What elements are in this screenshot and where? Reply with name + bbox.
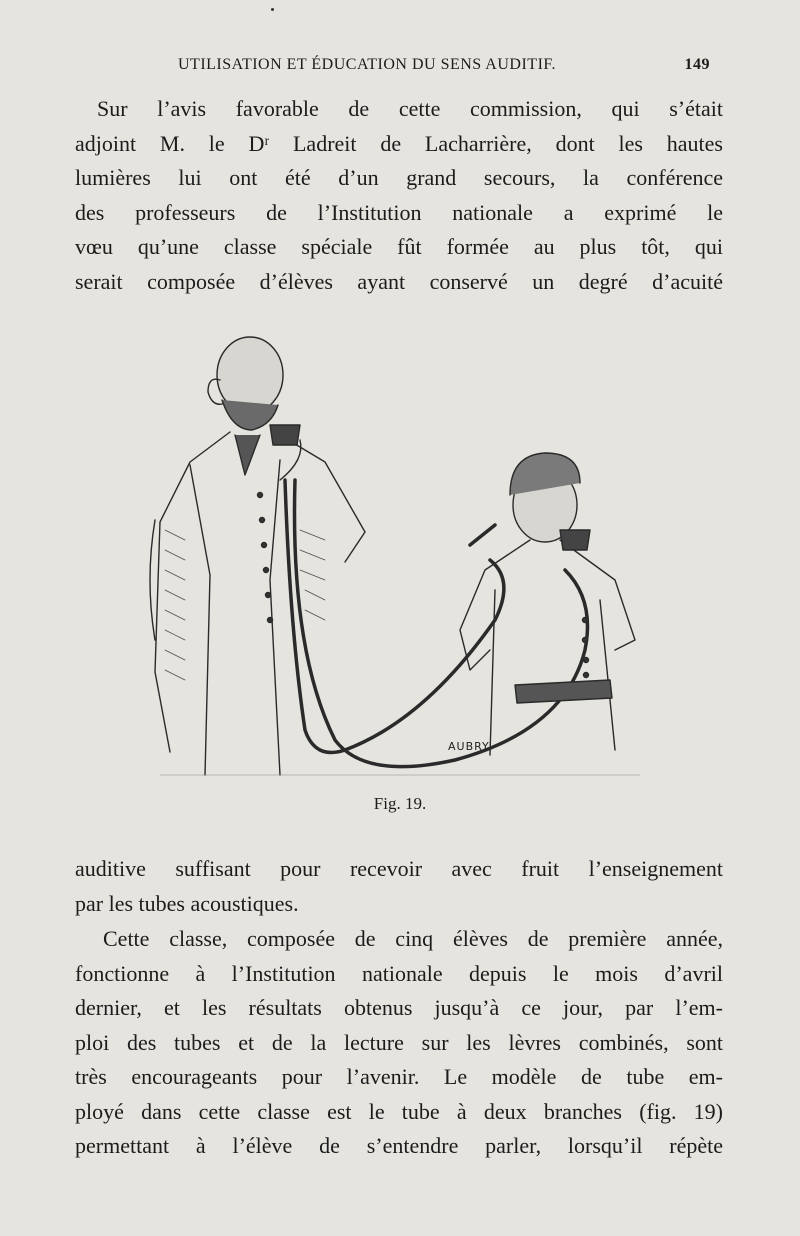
running-title: UTILISATION ET ÉDUCATION DU SENS AUDITIF. (178, 56, 557, 73)
page-number: 149 (684, 56, 710, 73)
text-line: adjoint M. le Dʳ Ladreit de Lacharrière, dont les hautes (75, 130, 723, 156)
figure-caption: Fig. 19. (373, 794, 427, 813)
text-line: par les tubes acoustiques. (75, 890, 299, 916)
paragraph-2 (75, 852, 723, 921)
print-speck (271, 8, 274, 11)
text-line: ployé dans cette classe est le tube à deux branches (fig. 19) (75, 1098, 723, 1124)
man-figure (150, 337, 365, 775)
paragraph-1 (75, 92, 723, 299)
text-line: des professeurs de l’Institution nationale a exprimé le (75, 199, 723, 225)
text-line: très encourageants pour l’avenir. Le modèle de tube em- (75, 1064, 723, 1089)
text-line: Cette classe, composée de cinq élèves de première année, (103, 926, 723, 951)
boy-figure (460, 453, 635, 755)
text-line: ploi des tubes et de la lecture sur les lèvres combinés, sont (75, 1029, 723, 1055)
text-line: vœu qu’une classe spéciale fût formée au plus tôt, qui (75, 234, 723, 259)
text-line: permettant à l’élève de s’entendre parler, lorsqu’il répète (75, 1133, 723, 1158)
text-line: serait composée d’élèves ayant conservé un degré d’acuité (75, 268, 723, 294)
paragraph-3 (75, 922, 723, 1164)
engraver-signature: AUBRY (448, 740, 490, 753)
engraving-illustration (130, 330, 660, 780)
text-line: lumières lui ont été d’un grand secours, la conférence (75, 165, 723, 190)
text-line: fonctionne à l’Institution nationale depuis le mois d’avril (75, 960, 723, 986)
text-line: auditive suffisant pour recevoir avec fruit l’enseignement (75, 856, 723, 881)
text-line: dernier, et les résultats obtenus jusqu’à ce jour, par l’em- (75, 995, 723, 1020)
text-line: Sur l’avis favorable de cette commission, qui s’était (97, 96, 723, 121)
